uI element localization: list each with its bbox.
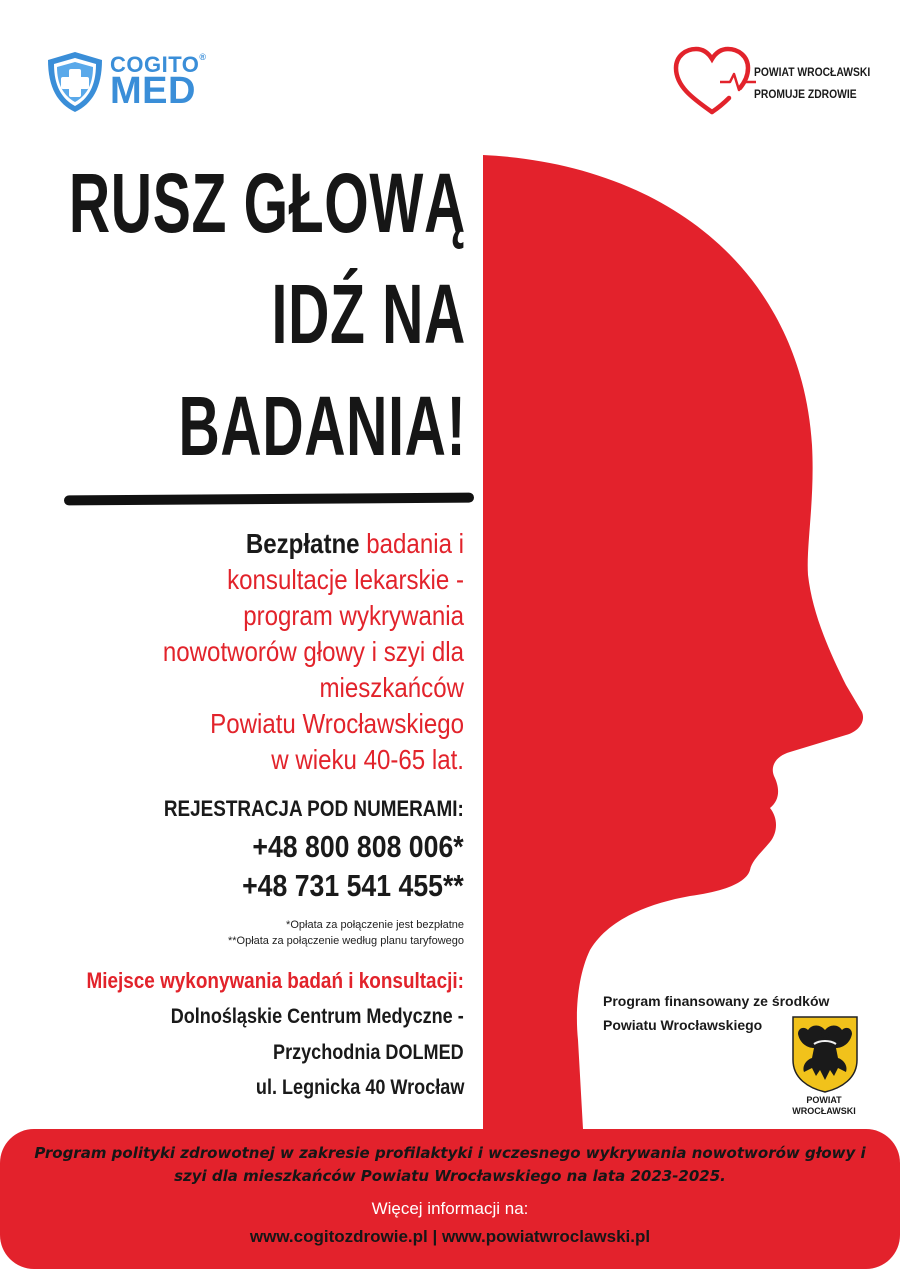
logo-text-top: COGITO® [110, 52, 207, 77]
funding-line-2: Powiatu Wrocławskiego [603, 1017, 763, 1033]
description-line-5: mieszkańców [319, 672, 464, 703]
phone-footnote-1: *Opłata za połączenie jest bezpłatne [286, 919, 464, 931]
description-line-4: nowotworów głowy i szyi dla [162, 636, 464, 667]
description-line-6: Powiatu Wrocławskiego [210, 708, 464, 739]
description-line-7: w wieku 40-65 lat. [271, 744, 464, 775]
program-description [103, 526, 464, 778]
registration-title: REJESTRACJA POD NUMERAMI: [164, 796, 464, 821]
funding-line-1: Program finansowany ze środków [603, 993, 830, 1009]
phone-number-2[interactable]: +48 731 541 455** [242, 868, 464, 903]
description-lead: Bezpłatne [245, 528, 360, 559]
headline-line-3: BADANIA! [178, 379, 466, 473]
description-line-2: konsultacje lekarskie - [227, 564, 464, 595]
phone-number-1[interactable]: +48 800 808 006* [252, 829, 464, 864]
shield-cross-icon [44, 50, 106, 114]
place-line-1: Dolnośląskie Centrum Medyczne - [170, 1005, 464, 1028]
footer-program-text: Program polityki zdrowotnej w zakresie profilaktyki i wczesnego wykrywania nowotworów głowy i szyi dla mieszkańców Powiatu Wrocławskiego na lata 2023-2025. [34, 1144, 866, 1185]
powiat-promotes-health-logo [672, 46, 872, 118]
phone-footnote-2: **Opłata za połączenie według planu taryfowego [227, 935, 464, 947]
headline-line-2: IDŹ NA [271, 267, 466, 361]
logo-text-bottom: MED [110, 70, 196, 112]
coat-of-arms-icon [790, 1014, 860, 1094]
heart-pulse-icon [672, 46, 756, 118]
description-line-1: Bezpłatne badania i [245, 528, 464, 559]
place-title: Miejsce wykonywania badań i konsultacji: [86, 968, 464, 993]
footer-more-info: Więcej informacji na: [371, 1199, 529, 1218]
logo-line-2: PROMUJE ZDROWIE [754, 87, 857, 101]
place-line-2: Przychodnia DOLMED [273, 1041, 464, 1064]
place-address: ul. Legnicka 40 Wrocław [255, 1076, 464, 1099]
footer-links[interactable]: www.cogitozdrowie.pl | www.powiatwroclawski.pl [249, 1227, 651, 1246]
logo-line-1: POWIAT WROCŁAWSKI [754, 65, 871, 79]
description-line-3: program wykrywania [243, 600, 464, 631]
crest-label: POWIAT WROCŁAWSKI [792, 1095, 856, 1116]
headline-line-1: RUSZ GŁOWĄ [68, 156, 466, 250]
cogito-med-logo [44, 50, 224, 114]
